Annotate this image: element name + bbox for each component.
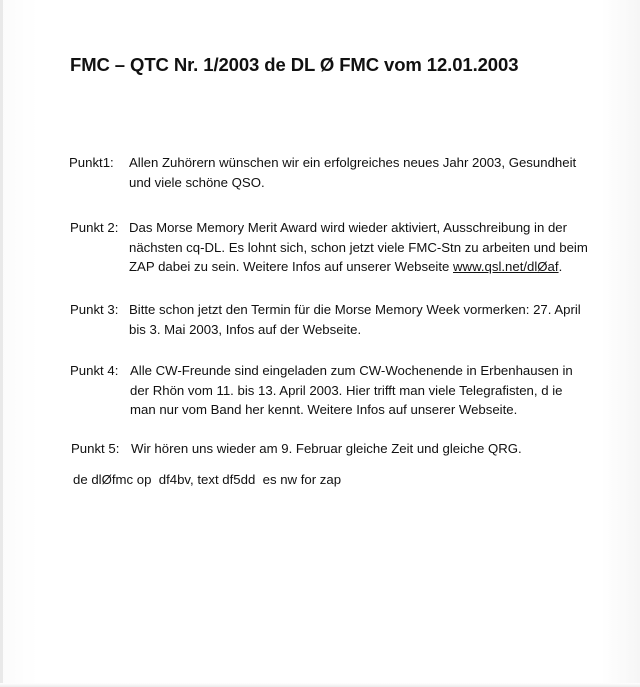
point-4-line-2: der Rhön vom 11. bis 13. April 2003. Hier trifft man viele Telegrafisten, d ie — [130, 382, 563, 398]
point-1-label: Punkt1: — [69, 155, 114, 170]
point-4 — [70, 361, 615, 421]
point-3-line-1: Bitte schon jetzt den Termin für die Morse Memory Week vormerken: 27. April — [129, 302, 581, 317]
point-4-text — [130, 361, 573, 420]
document-title: FMC – QTC Nr. 1/2003 de DL Ø FMC vom 12.01.2003 — [70, 54, 519, 75]
point-2-text — [129, 218, 588, 277]
point-2 — [70, 218, 615, 278]
point-5-text — [131, 439, 522, 459]
point-3-line-2: bis 3. Mai 2003, Infos auf der Webseite. — [129, 321, 362, 337]
point-2-line-2: nächsten cq-DL. Es lohnt sich, schon jetzt viele FMC-Stn zu arbeiten und beim — [129, 239, 588, 255]
point-1-text — [129, 153, 576, 192]
website-link[interactable]: www.qsl.net/dlØaf — [453, 259, 559, 274]
point-1 — [69, 153, 609, 193]
point-3 — [70, 300, 615, 340]
point-1-line-2: und viele schöne QSO. — [129, 174, 265, 190]
point-5-line-1: Wir hören uns wieder am 9. Februar gleiche Zeit und gleiche QRG. — [131, 441, 522, 456]
point-5 — [71, 439, 616, 459]
point-5-label: Punkt 5: — [71, 441, 120, 456]
point-2-line-1: Das Morse Memory Merit Award wird wieder aktiviert, Ausschreibung in der — [129, 220, 568, 235]
signature-line: de dlØfmc op df4bv, text df5dd es nw for zap — [73, 472, 342, 487]
point-3-label: Punkt 3: — [70, 302, 119, 317]
point-2-line-3 — [129, 257, 588, 277]
point-3-text — [129, 300, 581, 339]
point-1-line-1: Allen Zuhörern wünschen wir ein erfolgreiches neues Jahr 2003, Gesundheit — [129, 155, 577, 170]
point-2-label: Punkt 2: — [70, 220, 119, 235]
point-2-line-3-text: ZAP dabei zu sein. Weitere Infos auf unserer Webseite — [129, 259, 454, 274]
scan-edge-left — [0, 0, 3, 687]
point-4-line-3: man nur vom Band her kennt. Weitere Infos auf unserer Webseite. — [130, 402, 518, 417]
scan-edge-bottom — [0, 683, 640, 687]
point-4-label: Punkt 4: — [70, 363, 119, 378]
point-4-line-1: Alle CW-Freunde sind eingeladen zum CW-Wochenende in Erbenhausen in — [130, 363, 573, 378]
point-2-link-suffix: . — [558, 259, 563, 274]
